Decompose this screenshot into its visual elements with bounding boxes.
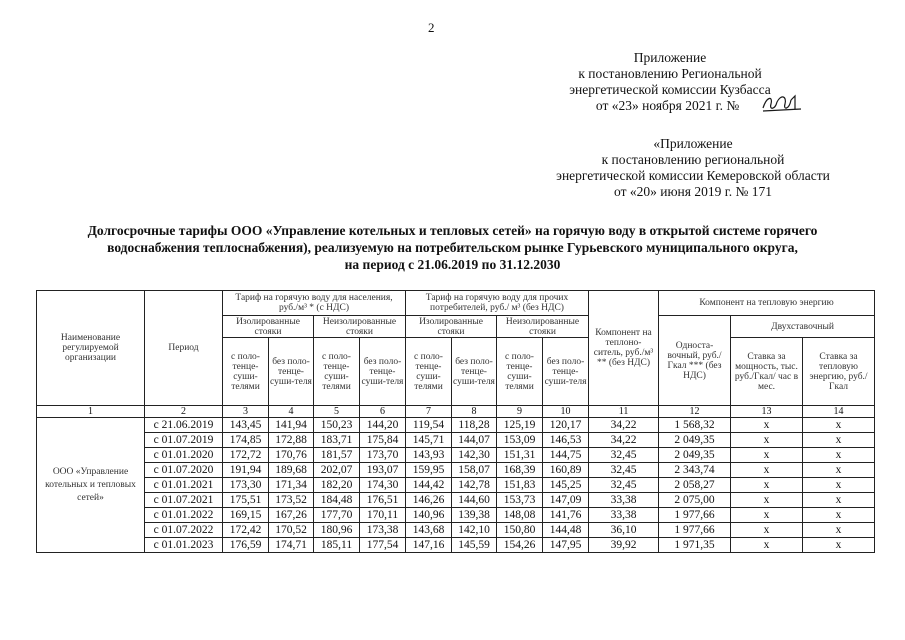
value-cell: 154,26 bbox=[497, 538, 543, 553]
period-cell: с 21.06.2019 bbox=[145, 418, 223, 433]
appendix-previous-line2: к постановлению региональной bbox=[601, 152, 785, 167]
value-cell: 182,20 bbox=[314, 478, 360, 493]
title-line2: водоснабжения теплоснабжения), реализуемую на потребительском рынке Гурьевского муниципального округа, bbox=[107, 240, 798, 255]
column-number: 12 bbox=[659, 406, 731, 418]
value-cell: x bbox=[803, 478, 875, 493]
table-row bbox=[37, 538, 875, 553]
value-cell: 172,42 bbox=[223, 523, 269, 538]
value-cell: 185,11 bbox=[314, 538, 360, 553]
value-cell: 151,31 bbox=[497, 448, 543, 463]
column-number: 2 bbox=[145, 406, 223, 418]
value-cell: x bbox=[731, 508, 803, 523]
title-line1: Долгосрочные тарифы ООО «Управление котельных и тепловых сетей» на горячую воду в открытой системе горячего bbox=[87, 223, 818, 238]
header-oth-isolated: Изолированные стояки bbox=[406, 316, 497, 338]
value-cell: 150,23 bbox=[314, 418, 360, 433]
header-oth-noniso-without: без поло-тенце-суши-теля bbox=[543, 338, 589, 406]
value-cell: 145,71 bbox=[406, 433, 452, 448]
value-cell: 34,22 bbox=[589, 433, 659, 448]
value-cell: 1 971,35 bbox=[659, 538, 731, 553]
header-two-rate: Двухставочный bbox=[731, 316, 875, 338]
header-org: Наименование регулируемой организации bbox=[37, 291, 145, 406]
value-cell: 173,70 bbox=[360, 448, 406, 463]
column-number: 11 bbox=[589, 406, 659, 418]
value-cell: 145,25 bbox=[543, 478, 589, 493]
value-cell: 173,38 bbox=[360, 523, 406, 538]
value-cell: 177,54 bbox=[360, 538, 406, 553]
value-cell: 142,10 bbox=[452, 523, 497, 538]
value-cell: 144,20 bbox=[360, 418, 406, 433]
header-pop-noniso-without: без поло-тенце-суши-теля bbox=[360, 338, 406, 406]
table-row bbox=[37, 493, 875, 508]
value-cell: 32,45 bbox=[589, 463, 659, 478]
header-oth-iso-with: с поло-тенце-суши-телями bbox=[406, 338, 452, 406]
page-number: 2 bbox=[428, 20, 435, 35]
header-oth-iso-without: без поло-тенце-суши-теля bbox=[452, 338, 497, 406]
value-cell: 174,30 bbox=[360, 478, 406, 493]
value-cell: 2 049,35 bbox=[659, 433, 731, 448]
column-number: 4 bbox=[269, 406, 314, 418]
value-cell: x bbox=[731, 478, 803, 493]
value-cell: 176,59 bbox=[223, 538, 269, 553]
header-pop-isolated: Изолированные стояки bbox=[223, 316, 314, 338]
header-energy-rate: Ставка за тепловую энергию, руб./Гкал bbox=[803, 338, 875, 406]
value-cell: 175,84 bbox=[360, 433, 406, 448]
value-cell: 170,76 bbox=[269, 448, 314, 463]
value-cell: 141,76 bbox=[543, 508, 589, 523]
value-cell: 184,48 bbox=[314, 493, 360, 508]
organization-name: ООО «Управление котельных и тепловых сетей» bbox=[37, 418, 145, 553]
value-cell: 144,48 bbox=[543, 523, 589, 538]
value-cell: 174,85 bbox=[223, 433, 269, 448]
value-cell: 2 058,27 bbox=[659, 478, 731, 493]
header-capacity-rate: Ставка за мощность, тыс. руб./Гкал/ час в мес. bbox=[731, 338, 803, 406]
header-period: Период bbox=[145, 291, 223, 406]
value-cell: x bbox=[803, 448, 875, 463]
appendix-previous-line1: «Приложение bbox=[653, 136, 733, 151]
value-cell: 170,11 bbox=[360, 508, 406, 523]
value-cell: 170,52 bbox=[269, 523, 314, 538]
value-cell: 145,59 bbox=[452, 538, 497, 553]
value-cell: 33,38 bbox=[589, 493, 659, 508]
value-cell: x bbox=[803, 523, 875, 538]
value-cell: 142,78 bbox=[452, 478, 497, 493]
value-cell: x bbox=[731, 493, 803, 508]
value-cell: 139,38 bbox=[452, 508, 497, 523]
value-cell: 147,09 bbox=[543, 493, 589, 508]
value-cell: 1 568,32 bbox=[659, 418, 731, 433]
handwritten-number bbox=[743, 98, 745, 119]
value-cell: 147,16 bbox=[406, 538, 452, 553]
column-number: 1 bbox=[37, 406, 145, 418]
period-cell: с 01.07.2019 bbox=[145, 433, 223, 448]
value-cell: 118,28 bbox=[452, 418, 497, 433]
appendix-previous-line4: от «20» июня 2019 г. № 171 bbox=[614, 184, 772, 199]
value-cell: 148,08 bbox=[497, 508, 543, 523]
value-cell: 39,92 bbox=[589, 538, 659, 553]
appendix-current-block bbox=[530, 50, 810, 119]
period-cell: с 01.01.2022 bbox=[145, 508, 223, 523]
value-cell: 1 977,66 bbox=[659, 523, 731, 538]
column-number: 13 bbox=[731, 406, 803, 418]
value-cell: 172,72 bbox=[223, 448, 269, 463]
value-cell: 146,26 bbox=[406, 493, 452, 508]
value-cell: 34,22 bbox=[589, 418, 659, 433]
value-cell: 143,68 bbox=[406, 523, 452, 538]
value-cell: 1 977,66 bbox=[659, 508, 731, 523]
value-cell: 36,10 bbox=[589, 523, 659, 538]
table-row bbox=[37, 478, 875, 493]
value-cell: 191,94 bbox=[223, 463, 269, 478]
value-cell: 144,60 bbox=[452, 493, 497, 508]
value-cell: 151,83 bbox=[497, 478, 543, 493]
value-cell: 143,45 bbox=[223, 418, 269, 433]
value-cell: x bbox=[731, 418, 803, 433]
header-oth-noniso-with: с поло-тенце-суши-телями bbox=[497, 338, 543, 406]
value-cell: 150,80 bbox=[497, 523, 543, 538]
value-cell: x bbox=[803, 433, 875, 448]
value-cell: 172,88 bbox=[269, 433, 314, 448]
value-cell: 33,38 bbox=[589, 508, 659, 523]
value-cell: x bbox=[731, 448, 803, 463]
value-cell: 168,39 bbox=[497, 463, 543, 478]
column-number: 7 bbox=[406, 406, 452, 418]
header-pop-iso-without: без поло-тенце-суши-теля bbox=[269, 338, 314, 406]
value-cell: 160,89 bbox=[543, 463, 589, 478]
value-cell: x bbox=[803, 418, 875, 433]
column-number: 9 bbox=[497, 406, 543, 418]
value-cell: 141,94 bbox=[269, 418, 314, 433]
value-cell: 180,96 bbox=[314, 523, 360, 538]
value-cell: 146,53 bbox=[543, 433, 589, 448]
period-cell: с 01.01.2023 bbox=[145, 538, 223, 553]
value-cell: 183,71 bbox=[314, 433, 360, 448]
value-cell: 173,52 bbox=[269, 493, 314, 508]
value-cell: 125,19 bbox=[497, 418, 543, 433]
value-cell: x bbox=[731, 433, 803, 448]
title-line3: на период с 21.06.2019 по 31.12.2030 bbox=[344, 257, 561, 272]
value-cell: x bbox=[803, 538, 875, 553]
value-cell: x bbox=[731, 463, 803, 478]
value-cell: 153,09 bbox=[497, 433, 543, 448]
value-cell: 144,07 bbox=[452, 433, 497, 448]
table-row bbox=[37, 463, 875, 478]
header-pop-noniso-with: с поло-тенце-суши-телями bbox=[314, 338, 360, 406]
value-cell: 174,71 bbox=[269, 538, 314, 553]
header-oth-non-isolated: Неизолированные стояки bbox=[497, 316, 589, 338]
value-cell: 2 075,00 bbox=[659, 493, 731, 508]
appendix-current-line1: Приложение bbox=[633, 50, 707, 65]
value-cell: 202,07 bbox=[314, 463, 360, 478]
header-thermal-component: Компонент на тепловую энергию bbox=[659, 291, 875, 316]
value-cell: 169,15 bbox=[223, 508, 269, 523]
value-cell: 175,51 bbox=[223, 493, 269, 508]
value-cell: 2 049,35 bbox=[659, 448, 731, 463]
value-cell: 176,51 bbox=[360, 493, 406, 508]
table-row bbox=[37, 418, 875, 433]
tariff-rows bbox=[37, 418, 875, 553]
table-row bbox=[37, 433, 875, 448]
column-number: 8 bbox=[452, 406, 497, 418]
value-cell: x bbox=[731, 523, 803, 538]
period-cell: с 01.07.2022 bbox=[145, 523, 223, 538]
value-cell: 159,95 bbox=[406, 463, 452, 478]
value-cell: 120,17 bbox=[543, 418, 589, 433]
header-pop-iso-with: с поло-тенце-суши-телями bbox=[223, 338, 269, 406]
column-number-row bbox=[37, 406, 875, 418]
column-number: 5 bbox=[314, 406, 360, 418]
value-cell: 167,26 bbox=[269, 508, 314, 523]
value-cell: 142,30 bbox=[452, 448, 497, 463]
column-number: 14 bbox=[803, 406, 875, 418]
table-row bbox=[37, 523, 875, 538]
column-number: 6 bbox=[360, 406, 406, 418]
value-cell: 147,95 bbox=[543, 538, 589, 553]
value-cell: 2 343,74 bbox=[659, 463, 731, 478]
value-cell: 143,93 bbox=[406, 448, 452, 463]
value-cell: 140,96 bbox=[406, 508, 452, 523]
header-others-tariff: Тариф на горячую воду для прочих потребителей, руб./ м³ (без НДС) bbox=[406, 291, 589, 316]
tariff-table bbox=[36, 290, 875, 553]
value-cell: 153,73 bbox=[497, 493, 543, 508]
value-cell: 119,54 bbox=[406, 418, 452, 433]
header-carrier-component: Компонент на теплоно-ситель, руб./м³ ** (без НДС) bbox=[589, 291, 659, 406]
value-cell: 181,57 bbox=[314, 448, 360, 463]
value-cell: x bbox=[803, 493, 875, 508]
appendix-current-line3: энергетической комиссии Кузбасса bbox=[569, 82, 771, 97]
value-cell: x bbox=[803, 508, 875, 523]
table-row bbox=[37, 508, 875, 523]
column-number: 10 bbox=[543, 406, 589, 418]
header-population-tariff: Тариф на горячую воду для населения, руб./м³ * (с НДС) bbox=[223, 291, 406, 316]
value-cell: 32,45 bbox=[589, 448, 659, 463]
value-cell: 144,42 bbox=[406, 478, 452, 493]
value-cell: x bbox=[731, 538, 803, 553]
header-pop-non-isolated: Неизолированные стояки bbox=[314, 316, 406, 338]
value-cell: 189,68 bbox=[269, 463, 314, 478]
period-cell: с 01.07.2021 bbox=[145, 493, 223, 508]
period-cell: с 01.01.2020 bbox=[145, 448, 223, 463]
appendix-current-line4 bbox=[530, 98, 810, 119]
column-number: 3 bbox=[223, 406, 269, 418]
document-title bbox=[0, 222, 905, 273]
header-single-rate: Односта-вочный, руб./Гкал *** (без НДС) bbox=[659, 316, 731, 406]
value-cell: x bbox=[803, 463, 875, 478]
value-cell: 193,07 bbox=[360, 463, 406, 478]
value-cell: 173,30 bbox=[223, 478, 269, 493]
period-cell: с 01.07.2020 bbox=[145, 463, 223, 478]
value-cell: 158,07 bbox=[452, 463, 497, 478]
appendix-current-date: от «23» ноября 2021 г. № bbox=[595, 98, 740, 113]
appendix-current-line2: к постановлению Региональной bbox=[578, 66, 762, 81]
handwritten-number-scribble bbox=[761, 92, 805, 114]
table-row bbox=[37, 448, 875, 463]
appendix-previous-line3: энергетической комиссии Кемеровской области bbox=[556, 168, 830, 183]
value-cell: 171,34 bbox=[269, 478, 314, 493]
value-cell: 32,45 bbox=[589, 478, 659, 493]
value-cell: 144,75 bbox=[543, 448, 589, 463]
appendix-previous-block bbox=[533, 136, 853, 200]
value-cell: 177,70 bbox=[314, 508, 360, 523]
period-cell: с 01.01.2021 bbox=[145, 478, 223, 493]
